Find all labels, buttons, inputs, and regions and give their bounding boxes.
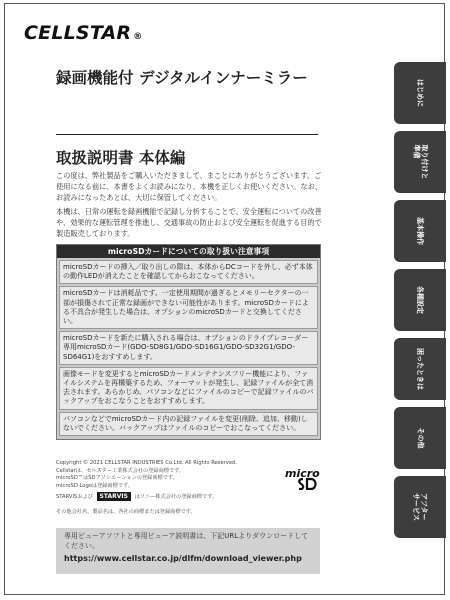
brand-name: CELLSTAR [24,22,132,44]
tab-label: その他 [416,427,424,449]
starvis-logo: STARVIS [97,492,131,501]
viewer-download-box [56,528,320,574]
download-url-link[interactable]: https://www.cellstar.co.jp/dlfm/download_viewer.php [64,554,302,563]
starvis-suffix: はソニー株式会社の登録商標です。 [134,494,218,500]
starvis-trademark-line [56,492,217,501]
tab-label: 基本操作 [416,217,424,245]
tab-settings[interactable] [394,269,446,331]
trademark-note: その他会社名、製品名は、各社の商標または登録商標です。 [56,509,196,515]
title-divider [56,134,318,135]
tab-other[interactable] [394,407,446,469]
manual-subtitle: 取扱説明書 本体編 [56,149,186,167]
intro-paragraph: この度は、弊社製品をご購入いただきまして、まことにありがとうございます。ご使用になる前に、本書をよくお読みになり、本機を正しくお使いください。なお、お読みになったあとは、大切に保管してください。 [56,171,322,202]
microsd-logo-icon [283,464,327,490]
tab-troubleshooting[interactable] [394,338,446,400]
legal-footer [56,460,266,490]
chapter-index-tabs [394,62,446,545]
intro-text [56,170,324,242]
tab-basic-operation[interactable] [394,200,446,262]
download-instructions: 専用ビューアソフトと専用ビューア説明書は、下記URLよりダウンロードしてください。 [64,532,309,550]
notice-item: パソコンなどでmicroSDカード内の記録ファイルを変更(削除、追加、移動)しないでください。バックアップはファイルのコピーでおこなってください。 [59,412,318,436]
notice-item: 画像モードを変更するとmicroSDカードメンテナンスフリー機能により、ファイルシステムを再構築するため、フォーマットが発生し、記録ファイルが全て消去されます。あらかじめ、パソコンなどにファイルのコピーで記録ファイルのバックアップをおこなうことをおすすめします。 [59,367,318,410]
tab-installation[interactable] [394,131,446,193]
trademark-line: Cellstarは、セルスター工業株式会社の登録商標です。 [56,467,185,474]
tab-label: アフター サービス [412,493,428,521]
notice-item: microSDカードを新たに購入される場合は、オプションのドライブレコーダー専用microSDカード(GDO-SD8G1/GDO-SD16G1/GDO-SD32G1/GDO-SD64G1)をおすすめします。 [59,331,318,365]
tab-label: 各種設定 [416,286,424,314]
cellstar-logo [24,22,142,44]
copyright-line: Copyright © 2021 CELLSTAR INDUSTRIES Co.Ltd. All Rights Reserved. [56,460,237,466]
tab-after-service[interactable] [394,476,446,538]
starvis-prefix: STARVISおよび [56,494,93,500]
registered-mark: ® [133,32,143,42]
microsd-notice-box [56,244,321,440]
intro-paragraph: 本機は、日常の運転を録画機能で記録し分析することで、安全運転についての改善や、効果的な運転管理を推進し、交通事故の防止および安全運転を促進する目的で製造販売しております。 [56,207,322,238]
notice-item: microSDカードの挿入／取り出しの際は、本体からDCコードを外し、必ず本体の動作LEDが消えたことを確認してからおこなってください。 [59,260,318,284]
trademark-line: microSD™はSDアソシエーションの登録商標です。 [56,475,178,482]
tab-label: 困ったときは [416,348,424,390]
microsd-logo-text: micro [285,467,320,480]
tab-label: はじめに [416,79,424,107]
notice-title: microSDカードについての取り扱い注意事項 [57,245,320,258]
trademark-line: microSD Logoは登録商標です。 [56,482,133,489]
notice-item: microSDカードは消耗品です。一定使用期間が過ぎるとメモリーセクターの一部が損傷されて正常な録画ができない可能性があります。microSDカードによる不具合が発生した場合は、オプションのmicroSDカードと交換してください。 [59,286,318,329]
tab-label: 取り付けと 準備 [412,144,428,180]
tab-introduction[interactable] [394,62,446,124]
product-title: 録画機能付 デジタルインナーミラー [56,69,308,87]
